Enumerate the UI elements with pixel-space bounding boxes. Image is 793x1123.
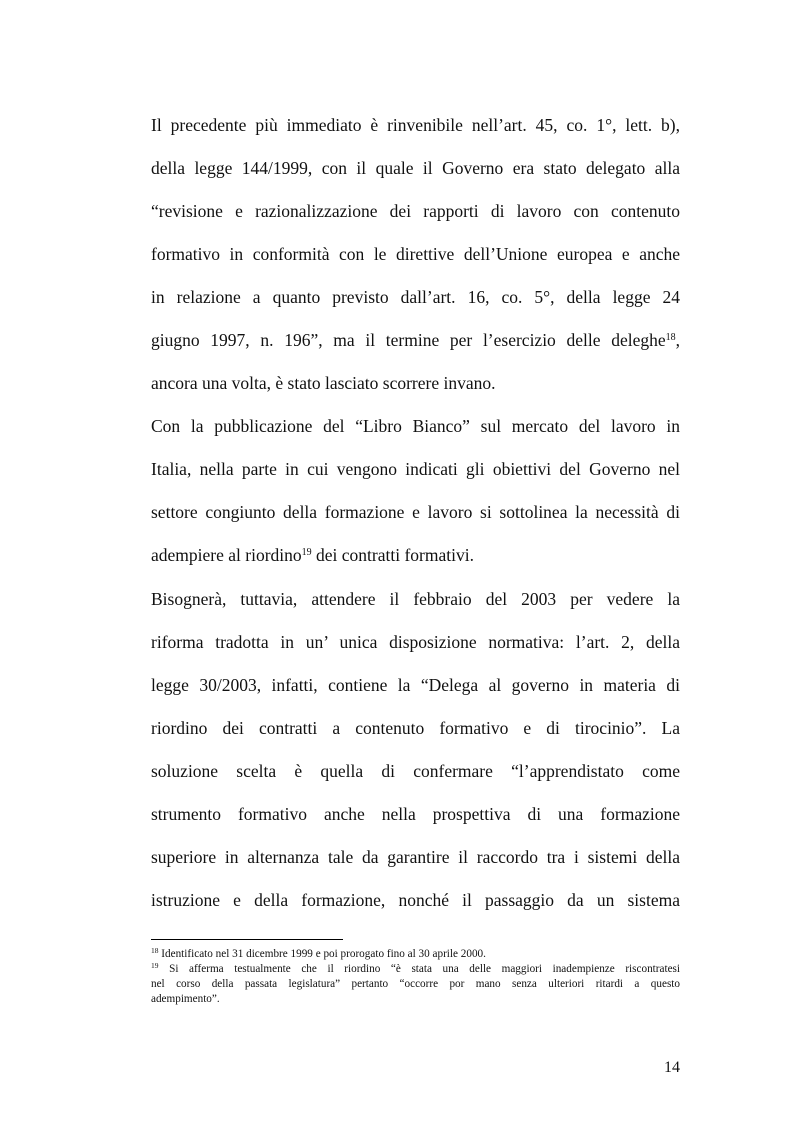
body-line-with-footnote-ref (151, 329, 680, 351)
body-line: legge 30/2003, infatti, contiene la “Delega al governo in materia di (151, 675, 680, 695)
body-line: in relazione a quanto previsto dall’art. 16, co. 5°, della legge 24 (151, 287, 680, 307)
footnote-ref-18: 18 (665, 332, 676, 343)
footnote-ref-19: 19 (301, 547, 312, 558)
body-line: “revisione e razionalizzazione dei rapporti di lavoro con contenuto (151, 201, 680, 221)
footnote-number: 18 (151, 946, 159, 955)
footnote-18 (151, 947, 680, 961)
body-line: della legge 144/1999, con il quale il Governo era stato delegato alla (151, 158, 680, 178)
body-line: ancora una volta, è stato lasciato scorrere invano. (151, 373, 496, 393)
body-line: riforma tradotta in un’ unica disposizione normativa: l’art. 2, della (151, 632, 680, 652)
footnote-number: 19 (151, 961, 159, 970)
body-text: giugno 1997, n. 196”, ma il termine per l’esercizio delle deleghe (151, 330, 666, 350)
body-line: Italia, nella parte in cui vengono indicati gli obiettivi del Governo nel (151, 459, 680, 479)
body-line: settore congiunto della formazione e lavoro si sottolinea la necessità di (151, 502, 680, 522)
page-number: 14 (664, 1059, 680, 1076)
body-line: superiore in alternanza tale da garantire il raccordo tra i sistemi della (151, 847, 680, 867)
footnote-text: Si afferma testualmente che il riordino “è stata una delle maggiori inadempienze riscontratesi (169, 963, 681, 975)
footnote-text: adempimento”. (151, 993, 220, 1005)
body-line: riordino dei contratti a contenuto formativo e di tirocinio”. La (151, 718, 680, 738)
body-line: formativo in conformità con le direttive dell’Unione europea e anche (151, 244, 680, 264)
body-line: Con la pubblicazione del “Libro Bianco” sul mercato del lavoro in (151, 416, 680, 436)
body-line: soluzione scelta è quella di confermare “l’apprendistato come (151, 761, 680, 781)
body-line: Bisognerà, tuttavia, attendere il febbraio del 2003 per vedere la (151, 589, 680, 609)
body-line: Il precedente più immediato è rinvenibile nell’art. 45, co. 1°, lett. b), (151, 115, 680, 135)
body-line: istruzione e della formazione, nonché il passaggio da un sistema (151, 890, 680, 910)
footnote-text: nel corso della passata legislatura” pertanto “occorre por mano senza ulteriori ritardi a questo (151, 978, 680, 990)
footnote-separator (151, 939, 343, 940)
body-text: , (675, 330, 680, 350)
footnote-text: Identificato nel 31 dicembre 1999 e poi prorogato fino al 30 aprile 2000. (161, 948, 486, 960)
body-text: adempiere al riordino (151, 545, 302, 565)
footnote-19 (151, 962, 680, 976)
body-line-with-footnote-ref (151, 544, 680, 566)
body-line: strumento formativo anche nella prospettiva di una formazione (151, 804, 680, 824)
body-text: dei contratti formativi. (311, 545, 474, 565)
